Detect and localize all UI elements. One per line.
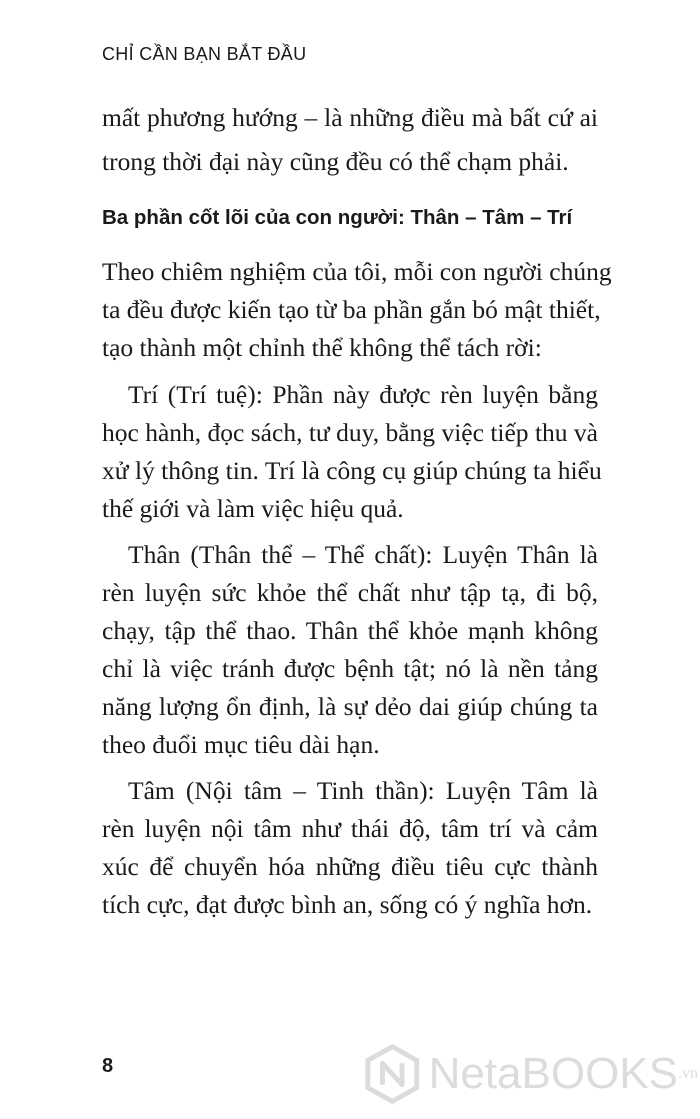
text-line: rèn luyện nội tâm như thái độ, tâm trí và cảm: [102, 814, 598, 843]
text-line: mất phương hướng – là những điều mà bất cứ ai: [102, 103, 598, 132]
text-line: xúc để chuyển hóa những điều tiêu cực thành: [102, 852, 598, 881]
text-line: học hành, đọc sách, tư duy, bằng việc tiếp thu và: [102, 418, 598, 447]
text-line: chỉ là việc tránh được bệnh tật; nó là nền tảng: [102, 654, 598, 683]
netabooks-logo-icon: [362, 1043, 423, 1105]
paragraph-theo: [102, 253, 612, 367]
text-line: tích cực, đạt được bình an, sống có ý nghĩa hơn.: [102, 890, 593, 919]
text-line: ta đều được kiến tạo từ ba phần gắn bó mật thiết,: [102, 295, 601, 324]
text-line: tạo thành một chỉnh thể không thể tách rời:: [102, 333, 542, 362]
paragraph-tam: [102, 772, 598, 924]
text-line: thế giới và làm việc hiệu quả.: [102, 494, 404, 523]
text-line: chạy, tập thể thao. Thân thể khỏe mạnh không: [102, 616, 598, 645]
paragraph-than: [102, 536, 598, 764]
page-number: 8: [102, 1055, 114, 1077]
text-line: trong thời đại này cũng đều có thể chạm phải.: [102, 147, 569, 176]
text-line: Theo chiêm nghiệm của tôi, mỗi con người chúng: [102, 257, 612, 286]
text-line: rèn luyện sức khỏe thể chất như tập tạ, đi bộ,: [102, 578, 598, 607]
text-line: xử lý thông tin. Trí là công cụ giúp chúng ta hiểu: [102, 456, 602, 485]
watermark: [362, 1038, 698, 1110]
text-line: năng lượng ổn định, là sự dẻo dai giúp chúng ta: [102, 692, 598, 721]
paragraph-intro: [102, 96, 598, 184]
text-line: theo đuổi mục tiêu dài hạn.: [102, 730, 380, 759]
text-line: Tâm (Nội tâm – Tinh thần): Luyện Tâm là: [128, 776, 598, 805]
text-line: Trí (Trí tuệ): Phần này được rèn luyện bằng: [128, 380, 598, 409]
watermark-suffix: .vn: [678, 1065, 698, 1082]
paragraph-tri: [102, 376, 602, 528]
running-head: CHỈ CẦN BẠN BẮT ĐẦU: [102, 44, 307, 64]
section-heading: Ba phần cốt lõi của con người: Thân – Tâm – Trí: [102, 206, 573, 229]
text-line: Thân (Thân thể – Thể chất): Luyện Thân là: [128, 540, 598, 569]
watermark-brand: NetaBOOKS: [428, 1049, 678, 1098]
